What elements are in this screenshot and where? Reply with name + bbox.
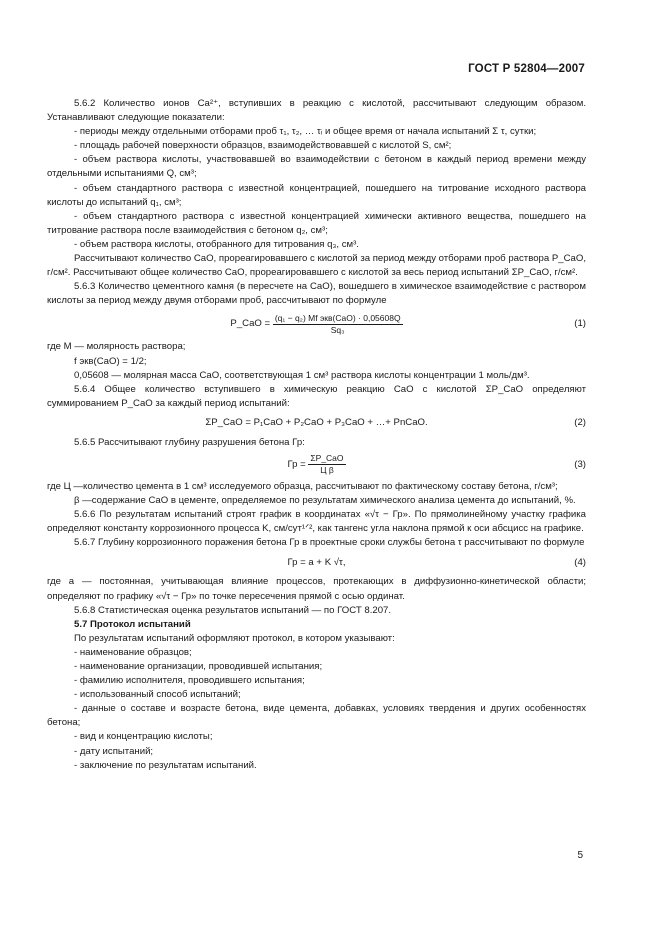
where-m: где M — молярность раствора; <box>47 341 186 353</box>
eq1-fraction <box>273 313 403 336</box>
where-a: где a — постоянная, учитывающая влияние процессов, протекающих в диффузионно-кинетической области; определяют по графику «√τ − Гр» по точке пересечения прямой с осью ординат. <box>47 576 586 602</box>
section-heading-5-7: 5.7 Протокол испытаний <box>74 618 191 630</box>
list-item: - наименование организации, проводившей испытания; <box>74 661 323 672</box>
equation-4 <box>47 550 586 575</box>
list-item: - наименование образцов; <box>74 646 192 658</box>
eq1-numerator: (q₁ − q₂) Mf экв(CaO) · 0,05608Q <box>274 312 401 323</box>
where-desc: количество цемента в 1 см³ исследуемого образца, рассчитывают по фактическому составу бетона, г/см³; <box>83 480 558 492</box>
list-item: - дату испытаний; <box>74 745 154 757</box>
where-molar-mass: 0,05608 — молярная масса CaO, соответствующая 1 см³ раствора кислоты концентрации 1 моль/дм³. <box>74 369 530 381</box>
eq3-fraction <box>308 453 345 476</box>
list-item: - объем раствора кислоты, отобранного для титрования q₃, см³. <box>74 238 359 250</box>
where-term: β — <box>74 495 92 507</box>
list-item: - периоды между отдельными отборами проб τ₁, τ₂, … τᵢ и общее время от начала испытаний Σ τ, сутки; <box>74 126 537 138</box>
list-item: - данные о составе и возрасте бетона, виде цемента, добавках, условиях твердения и других особенностях бетона; <box>47 703 586 729</box>
equation-number: (1) <box>574 318 586 330</box>
para-5-6-5: 5.6.5 Рассчитывают глубину разрушения бетона Гр: <box>74 436 305 448</box>
eq2-body: ΣP_CaO = P₁CaO + P₂CaO + P₃CaO + …+ PnCaO. <box>205 417 428 429</box>
eq3-numerator: ΣP_CaO <box>310 453 344 464</box>
para-cao-calc: Рассчитывают количество CaO, прореагировавшего с кислотой за период между отборами проб раствора P_CaO, г/см². Рассчитывают общее количество CaO, прореагировавшего с кислотой за весь период испытаний ΣP_CaO, г/см². <box>47 253 586 279</box>
where-desc: содержание CaO в цементе, определяемое по результатам химического анализа цемента до испытаний, %. <box>91 495 576 507</box>
where-cement <box>47 480 586 494</box>
para-5-6-7: 5.6.7 Глубину коррозионного поражения бетона Гр в проектные сроки службы бетона τ рассчитывают по формуле <box>74 537 585 549</box>
where-beta <box>47 494 586 508</box>
list-item: - вид и концентрацию кислоты; <box>74 731 213 743</box>
equation-2 <box>47 411 586 436</box>
para-5-6-6: 5.6.6 По результатам испытаний строят график в координатах «√τ − Гр». По прямолинейному участку графика определяют константу коррозионного процесса K, см/сут¹ᐟ², как тангенс угла наклона прямой к оси абсцисс на графике. <box>47 509 586 535</box>
equation-3 <box>47 450 586 480</box>
para-protocol: По результатам испытаний оформляют протокол, в котором указывают: <box>74 632 395 644</box>
list-item: - объем стандартного раствора с известной концентрацией химически активного вещества, пошедшего на титрование раствора после взаимодействия с бетоном q₂, см³; <box>47 210 586 236</box>
list-item: - объем раствора кислоты, участвовавшей во взаимодействии с бетоном в каждый период времени между отдельными испытаниями Q, см³; <box>47 154 586 180</box>
para-5-6-2: 5.6.2 Количество ионов Ca²⁺, вступивших в реакцию с кислотой, рассчитывают следующим образом. Устанавливают следующие показатели: <box>47 98 586 124</box>
list-item: - площадь рабочей поверхности образцов, взаимодействовавшей с кислотой S, см²; <box>74 140 452 152</box>
eq1-denominator: Sq₃ <box>330 324 345 335</box>
page-number: 5 <box>577 850 583 861</box>
equation-number: (4) <box>574 556 586 568</box>
equation-number: (2) <box>574 417 586 429</box>
where-feq: f экв(CaO) = 1/2; <box>74 355 147 367</box>
eq3-denominator: Ц β <box>320 465 334 476</box>
list-item: - объем стандартного раствора с известной концентрацией, пошедшего на титрование исходного раствора кислоты до испытаний q₁, см³; <box>47 182 586 208</box>
para-5-6-8: 5.6.8 Статистическая оценка результатов испытаний — по ГОСТ 8.207. <box>74 604 392 616</box>
equation-number: (3) <box>574 458 586 470</box>
para-5-6-3: 5.6.3 Количество цементного камня (в пересчете на CaO), вошедшего в химическое взаимодействие с раствором кислоты за период между двумя отборами проб, рассчитывают по формуле <box>47 281 586 307</box>
eq3-left: Гр = <box>287 458 306 470</box>
list-item: - фамилию исполнителя, проводившего испытания; <box>74 675 305 687</box>
equation-1 <box>47 308 586 340</box>
where-term: где Ц — <box>47 480 84 492</box>
list-item: - использованный способ испытаний; <box>74 689 241 701</box>
eq1-left: P_CaO = <box>230 318 271 330</box>
eq4-body: Гр = a + K √τ, <box>287 556 346 568</box>
document-header: ГОСТ Р 52804—2007 <box>468 63 585 75</box>
page-body <box>47 97 586 773</box>
list-item: - заключение по результатам испытаний. <box>74 759 257 771</box>
para-5-6-4: 5.6.4 Общее количество вступившего в химическую реакцию CaO с кислотой ΣP_CaO определяют суммированием P_CaO за каждый период испытаний: <box>47 383 586 409</box>
